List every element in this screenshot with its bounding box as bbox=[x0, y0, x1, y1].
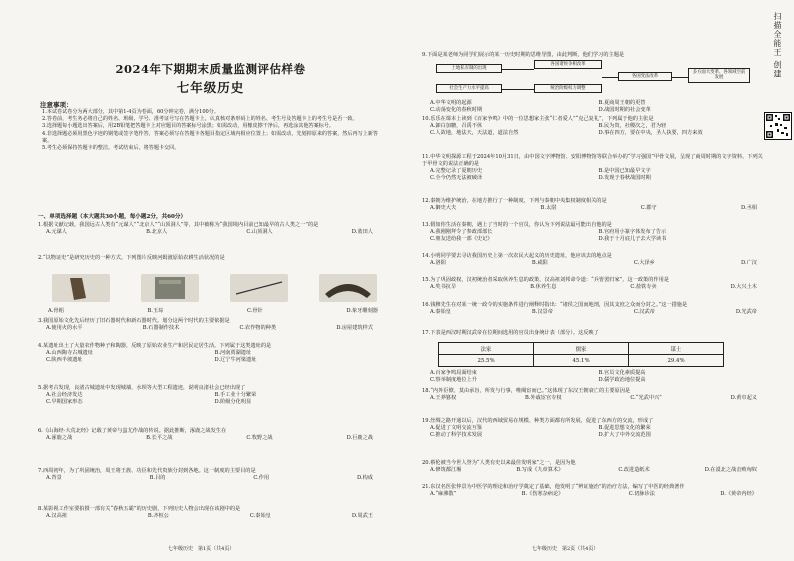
answer-option: B.外戚宦官专权 bbox=[524, 395, 562, 401]
question-stem: 6.《山海经·大荒北经》记载了黄帝与蚩尤作战的传说。据此推断，涿鹿之战发生在 bbox=[38, 428, 227, 434]
answer-option: C.改进造纸术 bbox=[618, 467, 650, 473]
answer-option: B.长平之战 bbox=[146, 435, 173, 441]
answer-option: A.我刚刚拜令了参政部部长 bbox=[430, 229, 493, 235]
question-20 bbox=[422, 460, 767, 474]
answer-option: B.目的 bbox=[149, 475, 166, 481]
answer-option: D.在漠北之战击败匈奴 bbox=[704, 467, 757, 473]
note-item: 3.选择题每小题选出答案后，用2B铅笔把答题卡上对应题目的答案标号涂黑；如需改动，用橡皮擦干净后，再选涂其他答案标号。 bbox=[42, 123, 335, 130]
answer-option: C.早期国家形态 bbox=[46, 399, 83, 405]
note-item: 2.答卷前，考生务必将自己的姓名、班级、学号、准考证号写在答题卡上，认真核对条形码上的姓名、考生号及答题卡上的考生号是否一致。 bbox=[42, 116, 358, 123]
section-heading: 一、单项选择题（本大题共30小题，每小题2分，共60分） bbox=[38, 214, 187, 220]
question-stem: 18.“内外臣僚，莫由承旨，所发与行事，唯阉宦而已。”这体现了东汉王朝衰亡的主要原因是 bbox=[422, 388, 631, 394]
question-stem: 10.乐乐在课本上读到《百家争鸣》中的一位思想家主张“仁者爱人”“克己复礼”，下列属于他的主张是 bbox=[422, 116, 654, 122]
question-stem: 8.某影视工作室要拍摄一部有关“春秋五霸”的历史剧，下列历史人物会出现在该剧中的是 bbox=[38, 506, 241, 512]
bone-needle-image bbox=[230, 274, 288, 302]
answer-option: D.事在四方，要在中央，圣人执要，四方来效 bbox=[598, 130, 703, 136]
answer-option: C.秦始皇 bbox=[249, 513, 271, 519]
answer-option: C.陕西半坡遗址 bbox=[46, 357, 83, 363]
question-12 bbox=[422, 198, 767, 212]
question-9-options bbox=[422, 100, 767, 114]
answer-option: D.蓝田人 bbox=[351, 229, 373, 235]
answer-option: B.民为贵，社稷次之，君为轻 bbox=[598, 123, 667, 129]
note-item: 1.本试卷试卷分为两大部分，其中第1-4页为卷面，60分钟完卷，满分100分。 bbox=[42, 109, 219, 115]
question-stem: 5.据考古发现，良渚古城遗址中发现城墙、水坝等大型工程遗迹，说明良渚社会已经出现了 bbox=[38, 385, 246, 391]
answer-option: C.全今仍然无法被破译 bbox=[430, 175, 483, 181]
answer-option: B.汉景帝 bbox=[531, 309, 553, 315]
answer-option: A.御史大夫 bbox=[430, 205, 457, 211]
image-captions: A.骨耜 B.玉琮 C.骨针 D.象牙雕刻器 bbox=[48, 308, 378, 314]
answer-option: C.人故地，地法天，天法道，道法自然 bbox=[430, 130, 519, 136]
answer-option: B.太尉 bbox=[540, 205, 557, 211]
question-stem: 15.为了巩固政权，汉初统治者采取休养生息的政策，汉高祖刘邦命令道：“兵皆罢归家”，这一政策的作用是 bbox=[422, 277, 669, 283]
mind-map-node: 各国变法改革 bbox=[618, 72, 672, 81]
answer-option: A.“麻沸散” bbox=[430, 491, 457, 497]
answer-option: A.汉高祖 bbox=[46, 513, 67, 519]
answer-option: B.促进思想文化的繁荣 bbox=[598, 425, 651, 431]
answer-option: A.王莽篡权 bbox=[430, 395, 457, 401]
answer-option: A.卸白加糖，召禹不休 bbox=[430, 123, 483, 129]
answer-option: B.写成《九章算术》 bbox=[516, 467, 564, 473]
right-page bbox=[422, 0, 763, 561]
answer-option: C.作用 bbox=[253, 475, 270, 481]
question-6 bbox=[38, 428, 383, 442]
question-2 bbox=[38, 255, 383, 262]
answer-option: C.“光武中兴” bbox=[630, 395, 662, 401]
qr-code-icon bbox=[764, 112, 792, 140]
answer-option: C.朋友送给我一部《史记》 bbox=[430, 236, 493, 242]
answer-option: D.黄巾起义 bbox=[730, 395, 757, 401]
question-17 bbox=[422, 330, 767, 337]
question-stem: 14.小明同学要去寻访我国历史上第一次农民大起义的历史遗址，他应该去的地点是 bbox=[422, 253, 612, 259]
answer-option: A.秦始皇 bbox=[430, 309, 451, 315]
answer-option: C.动荡变化的春秋时期 bbox=[430, 107, 483, 113]
answer-option: B.北京人 bbox=[146, 229, 168, 235]
answer-option: C.农作物的种类 bbox=[239, 325, 277, 331]
question-1 bbox=[38, 222, 383, 236]
answer-option: A.社会经济发达 bbox=[46, 392, 83, 398]
question-8 bbox=[38, 506, 383, 520]
answer-option: B.官府用小篆字体发布了告示 bbox=[598, 229, 667, 235]
question-stem: 3.我国原始文化先后经历了旧石器时代和新石器时代。划分这两个时代的主要依据是 bbox=[38, 318, 230, 324]
note-item: 5.考生必须保持答题卡的整洁。考试结束后，将答题卡交回。 bbox=[42, 145, 180, 152]
question-16 bbox=[422, 302, 767, 316]
answer-option: D.扩大了中外交流范围 bbox=[598, 432, 651, 438]
question-stem: 12.秦朝为维护统治，在地方推行了一种制度，下列与秦朝中央集权制度相关的是 bbox=[422, 198, 607, 204]
table-header: 谋士 bbox=[629, 343, 724, 355]
mind-map-node: 土地私有制的出现 bbox=[436, 64, 502, 73]
mind-map bbox=[436, 58, 756, 96]
answer-option: B.夏商周王朝的更替 bbox=[598, 100, 646, 106]
answer-option: B.齐桓公 bbox=[147, 513, 169, 519]
answer-option: C.察举制度地位上升 bbox=[430, 377, 477, 383]
notes-list bbox=[42, 109, 382, 152]
answer-option: D.儒学政治地位提高 bbox=[598, 377, 646, 383]
question-stem: 7.西周初年，为了巩固统治，周王将王族、功臣和先代贵族分封到各地。这一制度的主要目的是 bbox=[38, 468, 256, 474]
answer-option: A.完整记录了夏朝历史 bbox=[430, 168, 483, 174]
answer-option: A.元谋人 bbox=[46, 229, 67, 235]
answer-option: C.山顶洞人 bbox=[246, 229, 273, 235]
answer-option: B.咸阳 bbox=[531, 260, 548, 266]
answer-option: D.阶级分化明显 bbox=[214, 399, 252, 405]
ivory-carving-image bbox=[319, 274, 377, 302]
bone-spade-image bbox=[52, 274, 110, 302]
answer-option: D.丞相 bbox=[740, 205, 757, 211]
official-origin-table bbox=[438, 342, 724, 367]
question-stem: 19.丝绸之路开通以后，汉代的西域贸易在规模、种类方面都有所发展，促进了东西方的交流，形成了 bbox=[422, 418, 654, 424]
answer-option: A.使用火的水平 bbox=[46, 325, 83, 331]
left-page bbox=[38, 0, 383, 561]
answer-option: D.周武王 bbox=[351, 513, 373, 519]
answer-option: A.山西陶寺古城遗址 bbox=[46, 350, 93, 356]
exam-subtitle: 七年级历史 bbox=[176, 80, 245, 95]
mind-map-node: 多方面大变革、各领域空前发展 bbox=[688, 68, 750, 83]
answer-option: D.房屋建筑样式 bbox=[336, 325, 373, 331]
scanner-watermark: 扫描全能王 创建 bbox=[773, 12, 782, 79]
answer-option: D.辽宁牛河梁遗址 bbox=[214, 357, 257, 363]
table-header: 儒家 bbox=[534, 343, 629, 355]
question-4 bbox=[38, 343, 383, 364]
question-stem: 16.钱穆先生在对某一统一政令的实施条件进行阐释时指出：“诸侯之国而地剖，因其支庶之众而分封之。”这一措施是 bbox=[422, 302, 688, 308]
answer-option: D.战国时期的社会变革 bbox=[598, 107, 651, 113]
answer-option: B.官员文化素质提高 bbox=[598, 370, 646, 376]
answer-option: D.我于十月底儿子去大学读书 bbox=[598, 236, 667, 242]
answer-option: A.促进了文明交流互鉴 bbox=[430, 425, 483, 431]
answer-option: A.中华文明的起源 bbox=[430, 100, 472, 106]
question-10 bbox=[422, 116, 767, 137]
answer-option: D.发现于春秋战国时期 bbox=[598, 175, 651, 181]
answer-option: B.是中国已知最早文字 bbox=[598, 168, 651, 174]
answer-option: B.手工业十分繁荣 bbox=[214, 392, 257, 398]
question-19 bbox=[422, 418, 767, 439]
question-stem: 4.某遗址出土了大量农作物种子和陶器，反映了原始农业生产和居民定居生活。下列属于这类遗址的是 bbox=[38, 343, 272, 349]
answer-option: A.洛阳 bbox=[430, 260, 446, 266]
artifact-images bbox=[52, 274, 377, 304]
table-cell: 45.1% bbox=[534, 355, 629, 367]
mind-map-node: 统治阶级权力调整 bbox=[534, 84, 602, 93]
question-7 bbox=[38, 468, 383, 482]
answer-option: A.奖书抗旱 bbox=[430, 284, 457, 290]
mind-map-node: 社会生产力水平提高 bbox=[436, 84, 502, 93]
question-14 bbox=[422, 253, 767, 267]
question-3 bbox=[38, 318, 383, 332]
question-11 bbox=[422, 154, 767, 182]
answer-option: C.汉武帝 bbox=[633, 309, 655, 315]
exam-title: 2024年下期期末质量监测评估样卷 bbox=[115, 62, 306, 76]
answer-option: A.涿鹿之战 bbox=[46, 435, 73, 441]
answer-option: D.光武帝 bbox=[735, 309, 757, 315]
question-stem: 1.根据文献记载，我国远古人类有“元谋人”“北京人”“山顶洞人”等，其中被称为“我国境内目前已知最早的古人类之一”的是 bbox=[38, 222, 319, 228]
answer-option: D.《黄帝内经》 bbox=[720, 491, 757, 497]
question-17-options bbox=[422, 370, 767, 384]
answer-option: C.大泽乡 bbox=[633, 260, 655, 266]
question-18 bbox=[422, 388, 767, 402]
answer-option: C.郡守 bbox=[640, 205, 657, 211]
answer-option: D.大兴土木 bbox=[730, 284, 757, 290]
answer-option: C.推动了科学技术发展 bbox=[430, 432, 483, 438]
jade-cong-image bbox=[141, 274, 199, 302]
answer-option: B.石器制作技术 bbox=[142, 325, 180, 331]
question-21 bbox=[422, 484, 767, 498]
question-stem: 21.东汉名医张仲景为中医学的理论和治疗学奠定了基础，他发明了“辨证施治”的治疗方法，编写了中医的经典著作 bbox=[422, 484, 685, 490]
answer-option: C.切脉诊法 bbox=[628, 491, 655, 497]
question-stem: 2.“以物证史”是研究历史的一种方式。下列图片反映河姆渡原始农耕生活状况的是 bbox=[38, 255, 225, 261]
question-stem: 17.下表是西汉时期汉武帝在位期间选用的官员出身统计表（部分）。这反映了 bbox=[422, 330, 599, 336]
answer-option: A.百家争鸣局面结束 bbox=[430, 370, 477, 376]
answer-option: C.牧野之战 bbox=[246, 435, 273, 441]
answer-option: D.巨鹿之战 bbox=[346, 435, 373, 441]
footer-left: 七年级历史 第1页（共4页） bbox=[168, 546, 235, 552]
table-cell: 25.5% bbox=[439, 355, 534, 367]
mind-map-node: 各国诸侯争相改革 bbox=[534, 60, 602, 69]
answer-option: D.构成 bbox=[356, 475, 373, 481]
notes-heading: 注意事项： bbox=[40, 101, 73, 109]
question-13 bbox=[422, 222, 767, 243]
note-item: 4.非选择题必须用黑色字迹的钢笔或签字笔作答，答案必须写在答题卡各题目指定区域内相应位置上；如需改动，先划掉原来的答案，然后再写上新答案。 bbox=[42, 130, 378, 144]
table-cell: 29.4% bbox=[629, 355, 724, 367]
answer-option: B.河南贾湖遗址 bbox=[214, 350, 252, 356]
answer-option: A.修筑都江堰 bbox=[430, 467, 462, 473]
question-15 bbox=[422, 277, 767, 291]
answer-option: B.休养生息 bbox=[530, 284, 557, 290]
footer-right: 七年级历史 第2页（共4页） bbox=[532, 546, 599, 552]
question-stem: 9.下面是某老师为同学们展示的某一历史时期的思维导图，由此判断，他们学习的主题是 bbox=[422, 52, 625, 58]
question-stem: 13.假如你生活在秦朝，遇上了当时的一个官员，你认为下列说法最可能出自他的是 bbox=[422, 222, 612, 228]
question-stem: 11.中华文明探源工程于2024年10月31日，由中国文字博物馆、安阳博物馆等联合举办的“学习强国”甲骨文展，呈现了商周时期的文字资料。下列关于甲骨文的说法正确的是 bbox=[422, 154, 763, 167]
question-5 bbox=[38, 385, 383, 406]
table-header: 法家 bbox=[439, 343, 534, 355]
question-stem: 20.蔡伦被当今世人誉为“人类有史以来最佳发明家”之一，是因为他 bbox=[422, 460, 576, 466]
answer-option: D.广汉 bbox=[741, 260, 757, 266]
answer-option: C.盐铁专卖 bbox=[630, 284, 657, 290]
answer-option: B.《伤寒杂病论》 bbox=[521, 491, 564, 497]
answer-option: A.背景 bbox=[46, 475, 62, 481]
